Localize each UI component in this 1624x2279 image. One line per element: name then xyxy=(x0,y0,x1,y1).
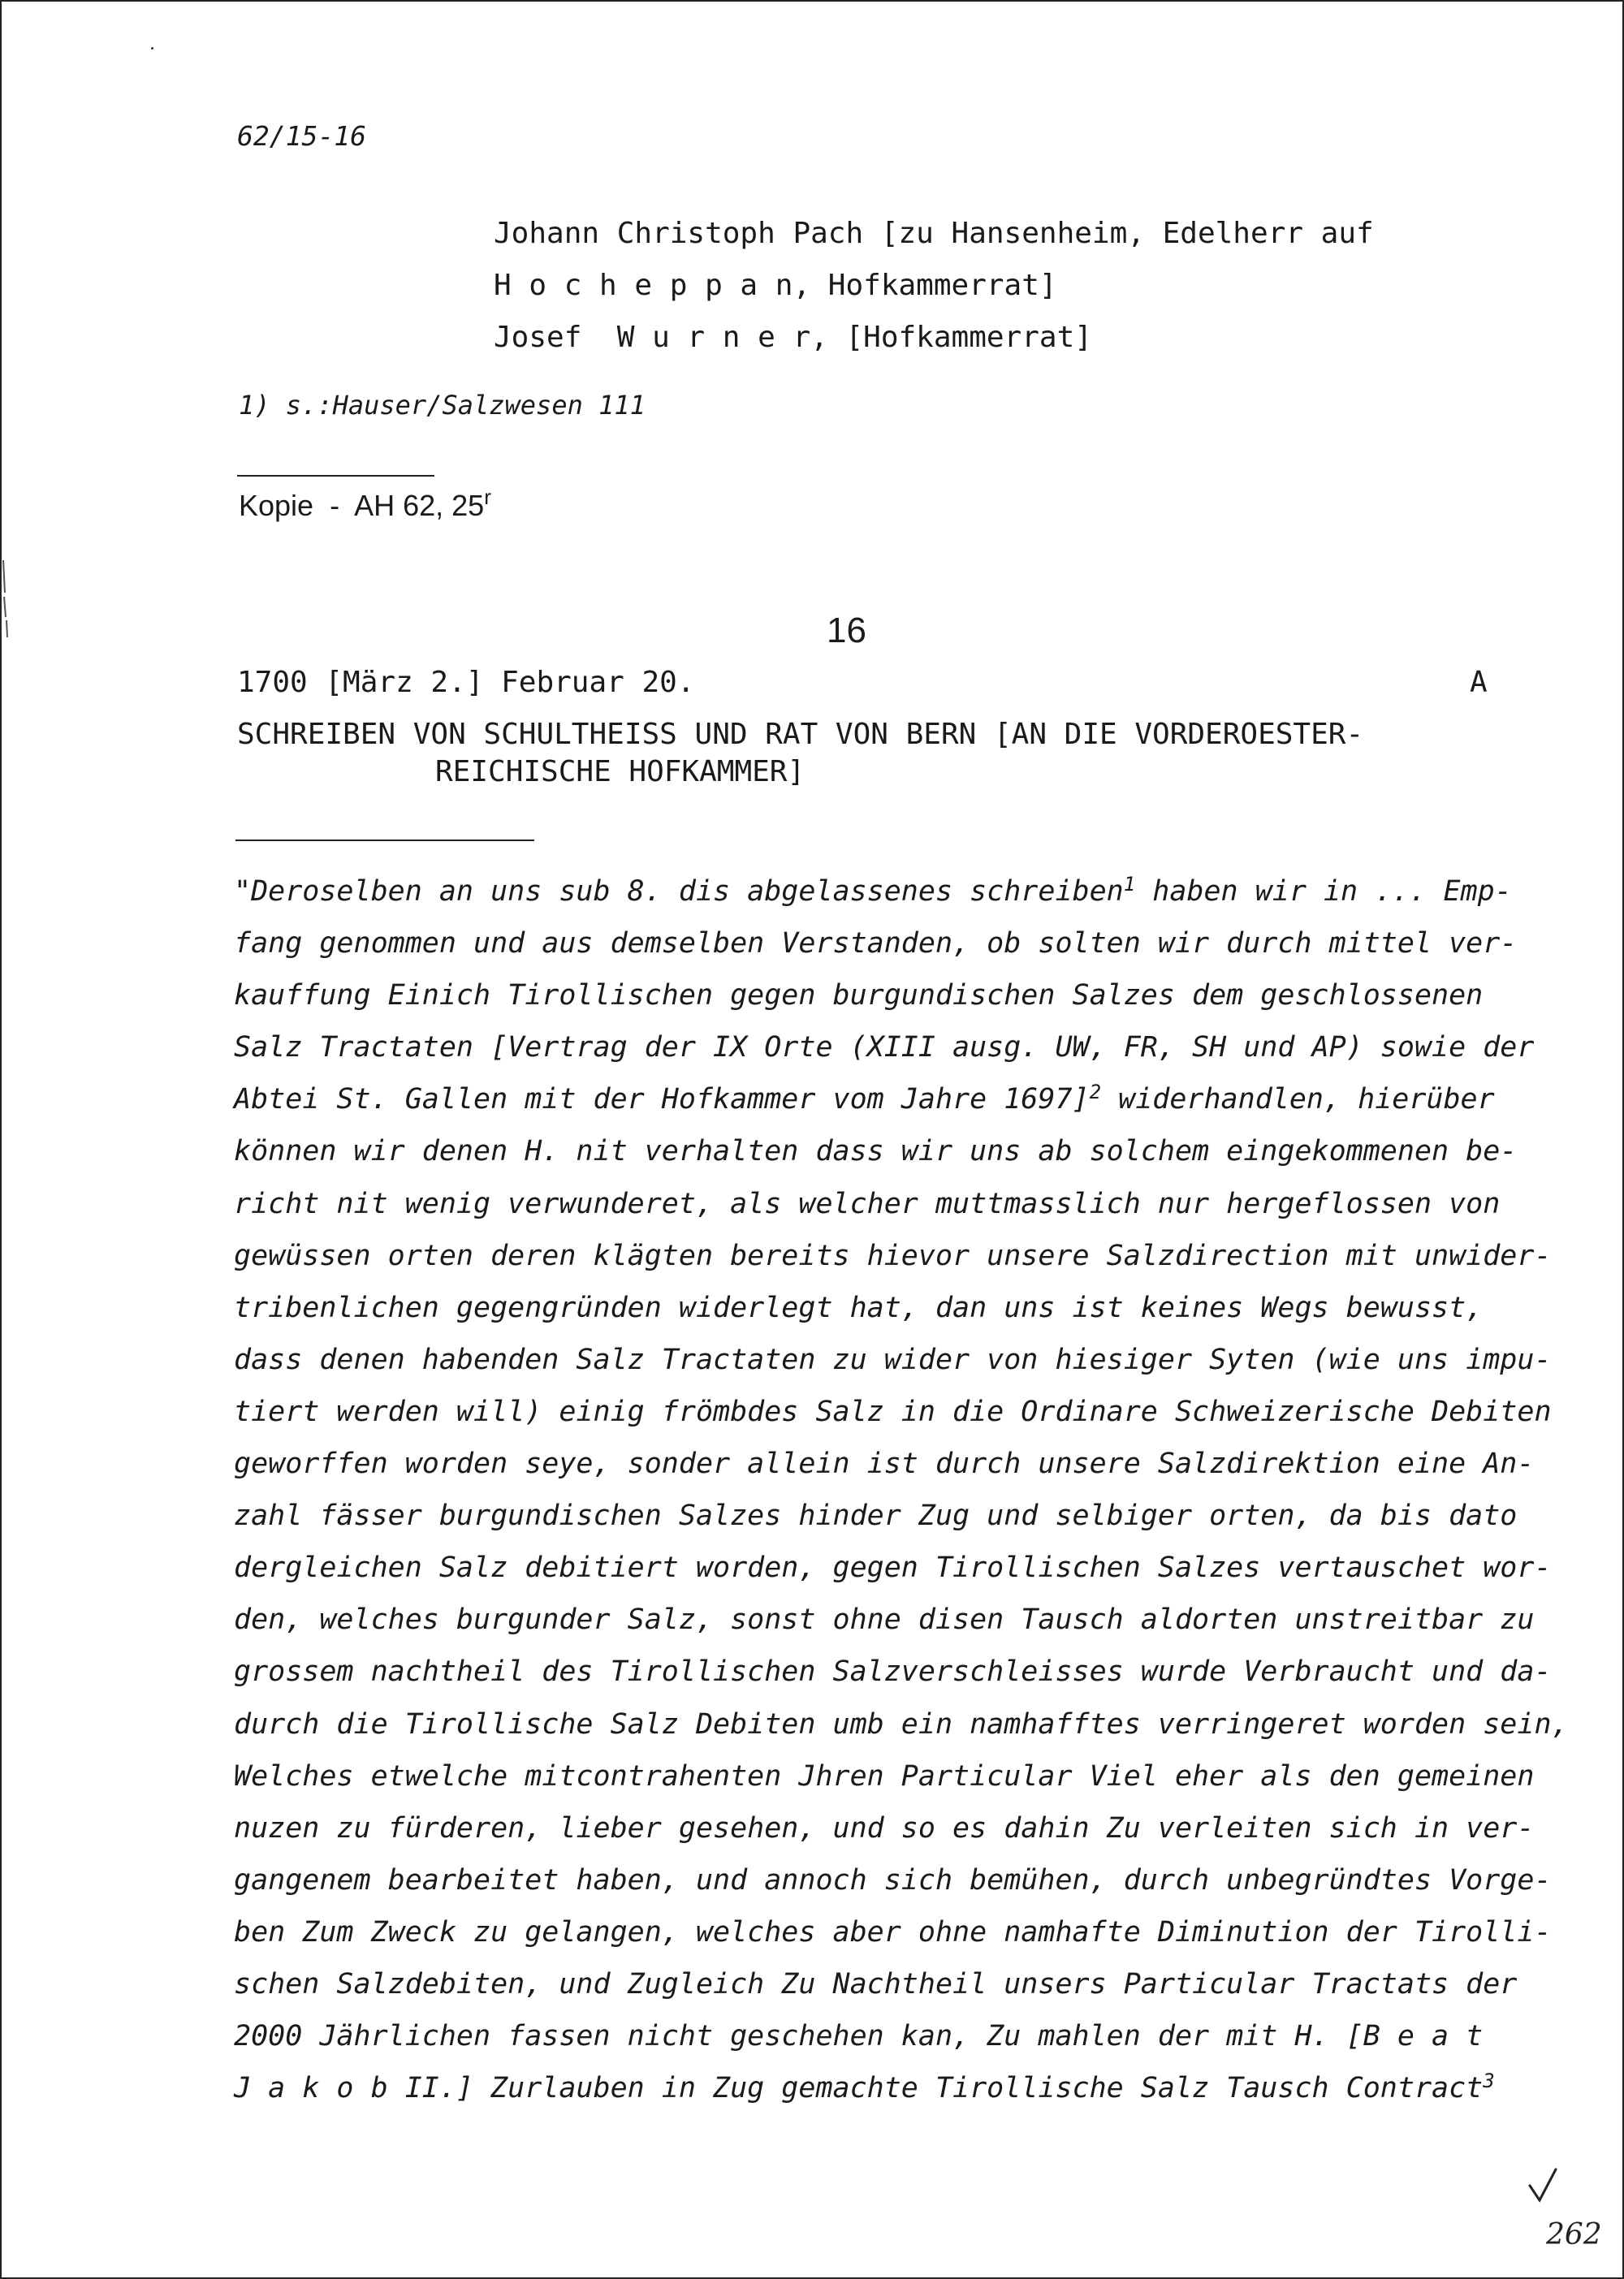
body-line xyxy=(234,1958,1517,2010)
body-line-text: schen Salzdebiten, und Zugleich Zu Nachtheil unsers Particular Tractats der xyxy=(234,1967,1518,2001)
footnote-rule xyxy=(237,475,434,477)
body-line-text: den, welches burgunder Salz, sonst ohne disen Tausch aldorten unstreitbar zu xyxy=(234,1604,1535,1637)
body-line xyxy=(234,1542,1552,1594)
body-line xyxy=(234,1490,1517,1542)
section-rule xyxy=(235,840,534,841)
copy-note-text: Kopie - AH 62, 25 xyxy=(239,489,485,522)
document-date: 1700 [März 2.] Februar 20. xyxy=(237,666,695,699)
body-line-text: tribenlichen gegengründen widerlegt hat, dan uns ist keines Wegs bewusst, xyxy=(234,1291,1484,1324)
body-line xyxy=(234,1646,1552,1698)
copy-note xyxy=(239,485,491,523)
body-line-text: nuzen zu fürderen, lieber gesehen, und so es dahin Zu verleiten sich in ver- xyxy=(234,1811,1535,1845)
letter-mark: A xyxy=(1470,666,1488,699)
header-line-2: H o c h e p p a n, Hofkammerrat] xyxy=(494,269,1057,302)
document-title-line-2: REICHISCHE HOFKAMMER] xyxy=(435,755,806,788)
body-line xyxy=(234,917,1517,969)
body-line-text: dergleichen Salz debitiert worden, gegen Tirollischen Salzes vertauschet wor- xyxy=(234,1552,1552,1585)
body-line-text: Welches etwelche mitcontrahenten Jhren Particular Viel eher als den gemeinen xyxy=(234,1759,1535,1793)
body-line-text: tiert werden will) einig frömbdes Salz in die Ordinare Schweizerische Debiten xyxy=(234,1395,1552,1428)
reference-number: 62/15-16 xyxy=(237,120,366,152)
body-line-text: richt nit wenig verwunderet, als welcher muttmasslich nur hergeflossen von xyxy=(234,1187,1501,1220)
body-line xyxy=(234,969,1517,1021)
header-line-1: Johann Christoph Pach [zu Hansenheim, Edelherr auf xyxy=(494,217,1374,250)
header-line-3: Josef W u r n e r, [Hofkammerrat] xyxy=(494,321,1092,354)
scan-speck xyxy=(151,47,153,50)
body-line-text: ben Zum Zweck zu gelangen, welches aber ohne namhafte Diminution der Tirolli- xyxy=(234,1915,1552,1949)
body-line-text: "Deroselben an uns sub 8. dis abgelassenes schreiben xyxy=(234,875,1124,908)
checkmark-icon xyxy=(1527,2168,1559,2203)
body-line-text: geworffen worden seye, sonder allein ist durch unsere Salzdirektion eine An- xyxy=(234,1448,1535,1481)
body-line-text: dass denen habenden Salz Tractaten zu wider von hiesiger Syten (wie uns impu- xyxy=(234,1343,1552,1376)
body-line-text: kauffung Einich Tirollischen gegen burgundischen Salzes dem geschlossenen xyxy=(234,979,1484,1012)
body-line xyxy=(234,1438,1535,1490)
footnote: 1) s.:Hauser/Salzwesen 111 xyxy=(239,390,646,421)
body-line xyxy=(234,2062,1517,2114)
body-line xyxy=(234,1594,1535,1646)
body-line-text: fang genommen und aus demselben Verstanden, ob solten wir durch mittel ver- xyxy=(234,927,1518,960)
body-line xyxy=(234,1125,1517,1177)
footnote-marker: 3 xyxy=(1483,2070,1495,2093)
body-line-text: zahl fässer burgundischen Salzes hinder Zug und selbiger orten, da bis dato xyxy=(234,1500,1518,1533)
body-line xyxy=(234,1906,1552,1958)
document-number: 16 xyxy=(827,611,866,650)
letter-body xyxy=(234,865,1569,2114)
body-line xyxy=(234,2010,1517,2062)
footnote-marker: 2 xyxy=(1089,1081,1102,1104)
body-line xyxy=(234,865,1517,917)
body-line-text: gangenem bearbeitet haben, und annoch sich bemühen, durch unbegründtes Vorge- xyxy=(234,1863,1552,1897)
body-line xyxy=(234,1021,1535,1073)
body-line-text: gewüssen orten deren klägten bereits hievor unsere Salzdirection mit unwider- xyxy=(234,1239,1552,1272)
body-line xyxy=(234,1282,1517,1334)
body-line-text: 2000 Jährlichen fassen nicht geschehen kan, Zu mahlen der mit H. [B e a t xyxy=(234,2020,1484,2053)
body-line xyxy=(234,1230,1552,1282)
body-line-text: grossem nachtheil des Tirollischen Salzverschleisses wurde Verbraucht und da- xyxy=(234,1655,1552,1689)
body-line xyxy=(234,1386,1552,1438)
body-line xyxy=(234,1178,1517,1230)
body-line-text-continued: widerhandlen, hierüber xyxy=(1101,1083,1495,1116)
scan-edge-mark xyxy=(2,560,10,641)
body-line xyxy=(234,1073,1517,1125)
footnote-marker: 1 xyxy=(1123,873,1136,896)
body-line-text: durch die Tirollische Salz Debiten umb ein namhafftes verringeret worden sein, xyxy=(234,1707,1569,1741)
body-line-text: J a k o b II.] Zurlauben in Zug gemachte Tirollische Salz Tausch Contract xyxy=(234,2072,1484,2105)
body-line xyxy=(234,1854,1552,1906)
body-line xyxy=(234,1750,1535,1802)
body-line-text: Abtei St. Gallen mit der Hofkammer vom Jahre 1697] xyxy=(234,1083,1090,1116)
copy-note-superscript: r xyxy=(484,485,491,509)
body-line xyxy=(234,1802,1535,1854)
body-line xyxy=(234,1334,1552,1386)
handwritten-page-number: 262 xyxy=(1546,2218,1602,2251)
document-title-line-1: SCHREIBEN VON SCHULTHEISS UND RAT VON BERN [AN DIE VORDEROESTER- xyxy=(237,718,1364,751)
body-line-text: Salz Tractaten [Vertrag der IX Orte (XIII ausg. UW, FR, SH und AP) sowie der xyxy=(234,1031,1535,1064)
body-line-text-continued: haben wir in ... Emp- xyxy=(1135,875,1512,908)
body-line-text: können wir denen H. nit verhalten dass wir uns ab solchem eingekommenen be- xyxy=(234,1135,1518,1168)
body-line xyxy=(234,1698,1569,1750)
